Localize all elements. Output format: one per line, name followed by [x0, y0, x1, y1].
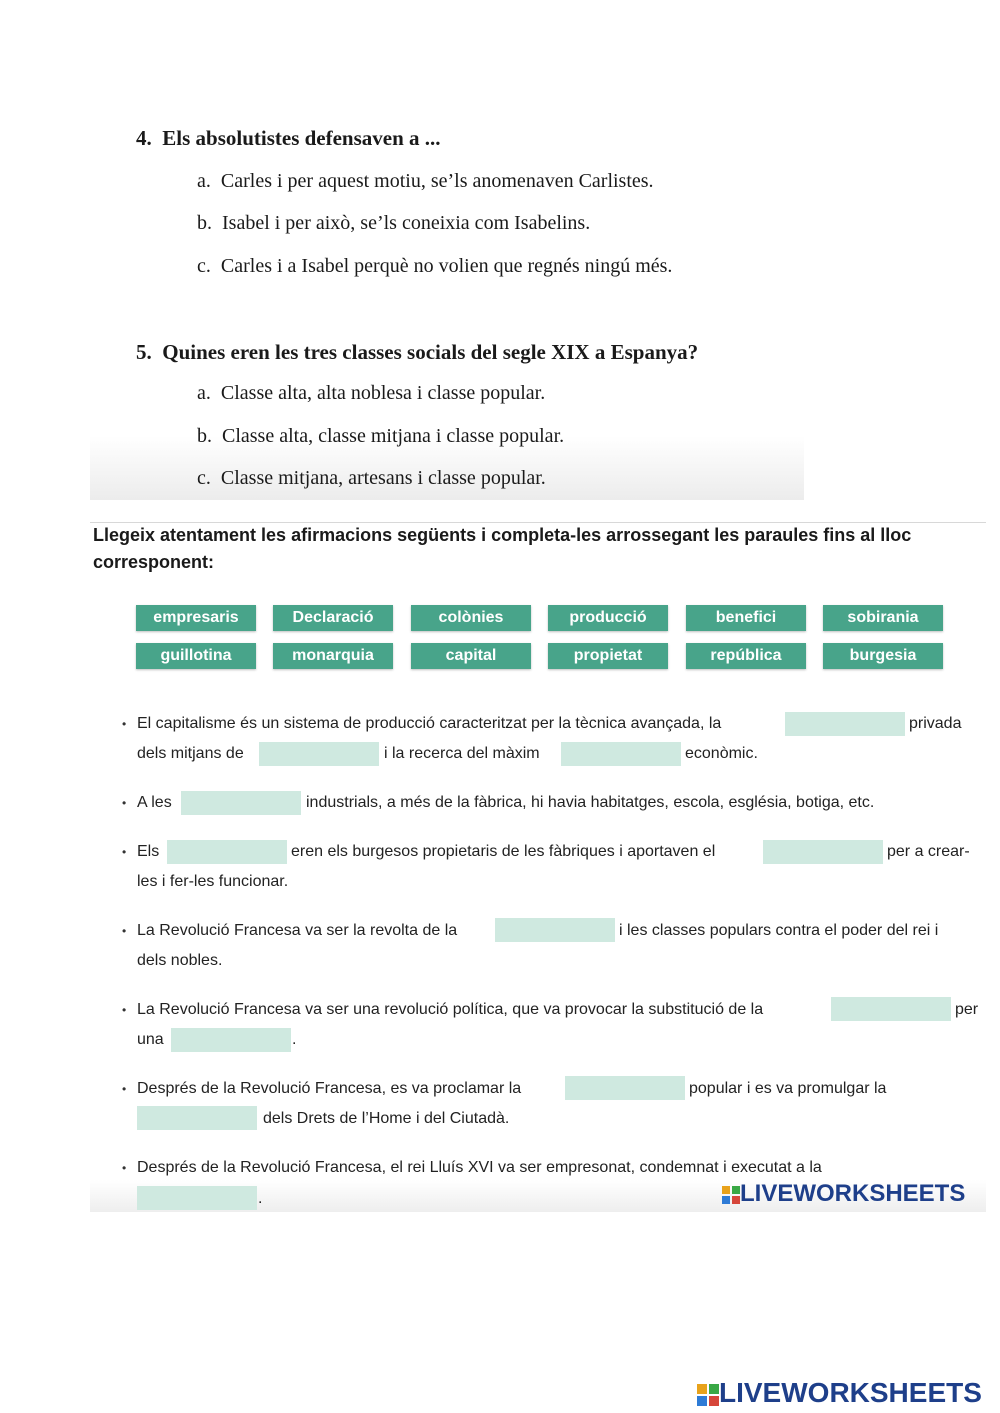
question-4-option-b: b. Isabel i per això, se’ls coneixia com Isabelins.	[197, 212, 591, 234]
sentence-1-text: privada	[909, 715, 962, 732]
bullet: •	[122, 845, 127, 859]
word-chip[interactable]: colònies	[411, 605, 531, 631]
question-4-option-a: a. Carles i per aquest motiu, se’ls anomenaven Carlistes.	[197, 170, 654, 192]
drop-zone[interactable]	[167, 840, 287, 864]
word-chip[interactable]: benefici	[686, 605, 806, 631]
question-5-title: 5. Quines eren les tres classes socials del segle XIX a Espanya?	[136, 340, 699, 364]
liveworksheets-logo-inner: LIVEWORKSHEETS	[722, 1180, 965, 1208]
sentence-3-text: Els	[137, 843, 160, 860]
bullet: •	[122, 1082, 127, 1096]
sentence-7-text: .	[258, 1190, 263, 1207]
question-4-title: 4. Els absolutistes defensaven a ...	[136, 126, 441, 150]
instruction: Llegeix atentament les afirmacions següents i completa-les arrossegant les paraules fins al lloc corresponent:	[93, 525, 912, 572]
sentence-2-text: A les	[137, 794, 172, 811]
sentence-6-text: popular i es va promulgar la	[689, 1080, 887, 1097]
sentence-4-text: i les classes populars contra el poder del rei i	[619, 922, 939, 939]
word-chip[interactable]: propietat	[548, 643, 668, 669]
liveworksheets-logo: LIVEWORKSHEETS	[697, 1377, 982, 1409]
question-5-option-a: a. Classe alta, alta noblesa i classe popular.	[197, 382, 546, 404]
sentence-5-text: una	[137, 1031, 164, 1048]
sentence-1-text: i la recerca del màxim	[384, 745, 540, 762]
bullet: •	[122, 1003, 127, 1017]
sentence-4-text: dels nobles.	[137, 952, 223, 969]
word-chip[interactable]: guillotina	[136, 643, 256, 669]
sentence-3-text: per a crear-	[887, 843, 970, 860]
sentence-4-text: La Revolució Francesa va ser la revolta de la	[137, 922, 458, 939]
bullet: •	[122, 1161, 127, 1175]
word-chip[interactable]: sobirania	[823, 605, 943, 631]
sentence-3-text: les i fer-les funcionar.	[137, 873, 289, 890]
word-chip[interactable]: empresaris	[136, 605, 256, 631]
word-chip[interactable]: capital	[411, 643, 531, 669]
word-chip[interactable]: producció	[548, 605, 668, 631]
question-5-option-b: b. Classe alta, classe mitjana i classe popular.	[197, 425, 565, 447]
sentence-5-text: La Revolució Francesa va ser una revolució política, que va provocar la substitució de la	[137, 1001, 764, 1018]
word-chip[interactable]: burgesia	[823, 643, 943, 669]
liveworksheets-icon	[697, 1384, 719, 1406]
question-4-option-c: c. Carles i a Isabel perquè no volien que regnés ningú més.	[197, 255, 673, 277]
sentence-6-text: Després de la Revolució Francesa, es va proclamar la	[137, 1080, 522, 1097]
drop-zone[interactable]	[831, 997, 951, 1021]
liveworksheets-icon	[722, 1186, 740, 1204]
sentence-5-text: .	[292, 1031, 297, 1048]
drop-zone[interactable]	[259, 742, 379, 766]
drop-zone[interactable]	[137, 1186, 257, 1210]
word-chip[interactable]: monarquia	[273, 643, 393, 669]
drop-zone[interactable]	[495, 918, 615, 942]
sentence-5-text: per	[955, 1001, 979, 1018]
sentence-6-text: dels Drets de l’Home i del Ciutadà.	[263, 1110, 510, 1127]
sentence-1-text: dels mitjans de	[137, 745, 244, 762]
word-chip[interactable]: Declaració	[273, 605, 393, 631]
drop-zone[interactable]	[763, 840, 883, 864]
sentence-2-text: industrials, a més de la fàbrica, hi havia habitatges, escola, església, botiga, etc.	[306, 794, 875, 811]
drop-zone[interactable]	[785, 712, 905, 736]
drop-zone[interactable]	[565, 1076, 685, 1100]
bullet: •	[122, 796, 127, 810]
bullet: •	[122, 924, 127, 938]
sentence-7-text: Després de la Revolució Francesa, el rei Lluís XVI va ser empresonat, condemnat i executat a la	[137, 1159, 822, 1176]
drop-zone[interactable]	[137, 1106, 257, 1130]
sentence-3-text: eren els burgesos propietaris de les fàbriques i aportaven el	[291, 843, 716, 860]
drop-zone[interactable]	[181, 791, 301, 815]
sentence-1-text: El capitalisme és un sistema de producció caracteritzat per la tècnica avançada, la	[137, 715, 722, 732]
question-5-option-c: c. Classe mitjana, artesans i classe popular.	[197, 467, 546, 489]
drop-zone[interactable]	[171, 1028, 291, 1052]
drop-zone[interactable]	[561, 742, 681, 766]
word-chip[interactable]: república	[686, 643, 806, 669]
bullet: •	[122, 717, 127, 731]
sentence-1-text: econòmic.	[685, 745, 758, 762]
